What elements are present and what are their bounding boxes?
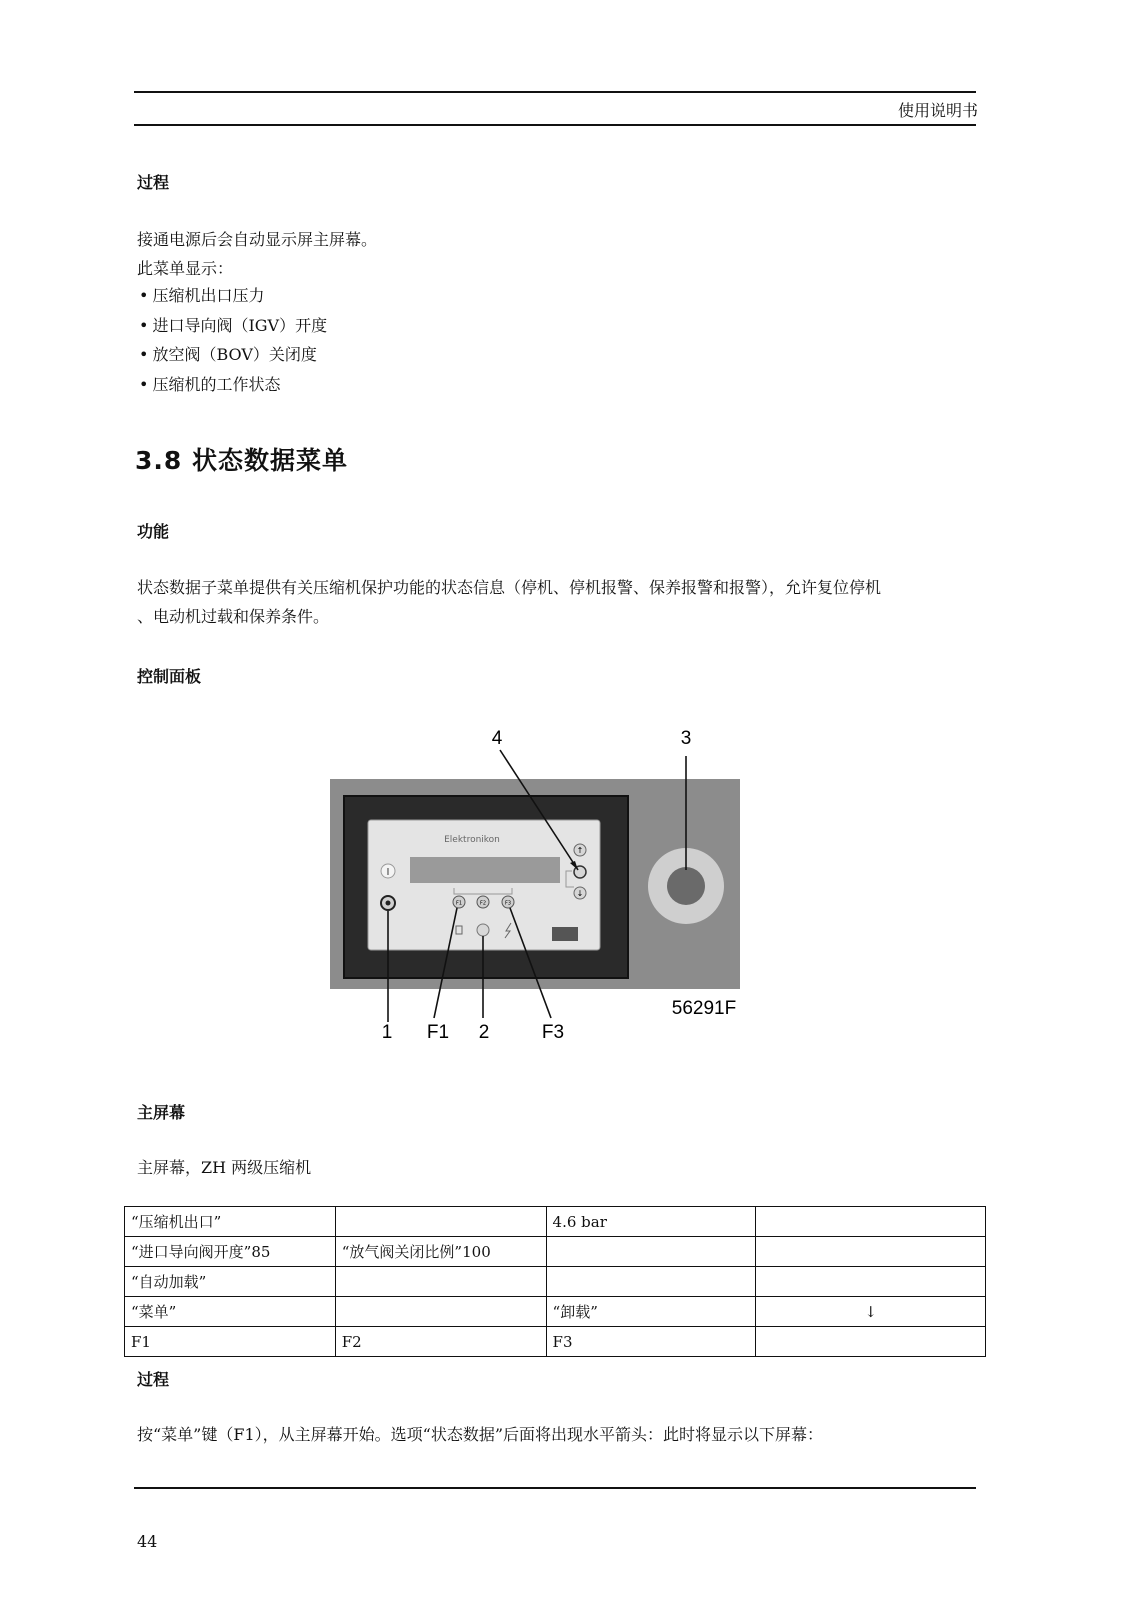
- header-top-rule: [134, 91, 976, 93]
- function-text: [137, 573, 881, 631]
- stop-button[interactable]: [477, 924, 489, 936]
- table-cell: “压缩机出口”: [125, 1207, 336, 1237]
- emergency-stop-button[interactable]: [667, 867, 705, 905]
- main-screen-table: [124, 1206, 986, 1357]
- table-cell: [335, 1297, 546, 1327]
- table-cell: [335, 1267, 546, 1297]
- section-title: 3.8 状态数据菜单: [135, 446, 348, 475]
- table-cell: F1: [125, 1327, 336, 1357]
- control-panel-heading: 控制面板: [137, 667, 202, 686]
- table-cell: “卸载”: [546, 1297, 756, 1327]
- function-line: 状态数据子菜单提供有关压缩机保护功能的状态信息（停机、停机报警、保养报警和报警），允许复位停机: [137, 578, 882, 597]
- arrow-down-icon: ↓: [576, 889, 584, 898]
- table-cell: [335, 1207, 546, 1237]
- process-line: 接通电源后会自动显示屏主屏幕。: [137, 230, 378, 249]
- f1-key-label: F1: [455, 900, 463, 907]
- callout-4: 4: [491, 728, 503, 749]
- callout-2: 2: [478, 1022, 490, 1043]
- table-cell: [756, 1327, 986, 1357]
- table-cell: [546, 1267, 756, 1297]
- arrow-up-icon: ↑: [576, 846, 584, 855]
- list-item: • 压缩机的工作状态: [139, 370, 327, 400]
- main-screen-caption: 主屏幕，ZH 两级压缩机: [137, 1158, 312, 1177]
- function-heading: 功能: [137, 522, 170, 541]
- process-heading-2: 过程: [137, 1370, 170, 1389]
- power-indicator-label: I: [386, 867, 390, 878]
- table-cell: “菜单”: [125, 1297, 336, 1327]
- table-cell: 4.6 bar: [546, 1207, 756, 1237]
- lcd-display: [410, 857, 560, 883]
- table-cell: “进口导向阀开度”85: [125, 1237, 336, 1267]
- page-number: 44: [137, 1532, 158, 1551]
- main-screen-heading: 主屏幕: [137, 1103, 186, 1122]
- table-cell: [756, 1267, 986, 1297]
- process-line: 此菜单显示：: [137, 259, 234, 278]
- down-arrow-cell: ↓: [756, 1297, 986, 1327]
- list-item: • 进口导向阀（IGV）开度: [139, 311, 327, 341]
- figure-code: 56291F: [671, 998, 737, 1019]
- header-bottom-rule: [134, 124, 976, 126]
- process-heading: 过程: [137, 173, 170, 192]
- table-row: [125, 1267, 986, 1297]
- brand-badge: [552, 927, 578, 941]
- callout-3: 3: [680, 728, 692, 749]
- table-row: [125, 1237, 986, 1267]
- f2-key-label: F2: [479, 900, 487, 907]
- f3-key-label: F3: [504, 900, 512, 907]
- list-item: • 放空阀（BOV）关闭度: [139, 340, 327, 370]
- control-panel-figure: [330, 722, 750, 1048]
- table-cell: F3: [546, 1327, 756, 1357]
- table-row: [125, 1327, 986, 1357]
- display-items-list: [139, 281, 327, 399]
- table-cell: “自动加载”: [125, 1267, 336, 1297]
- function-line: 、电动机过载和保养条件。: [137, 607, 330, 626]
- start-button-center: [386, 901, 391, 906]
- table-cell: “放气阀关闭比例”100: [335, 1237, 546, 1267]
- table-cell: F2: [335, 1327, 546, 1357]
- table-cell: [546, 1237, 756, 1267]
- callout-f3: F3: [541, 1022, 565, 1043]
- callout-1: 1: [381, 1022, 393, 1043]
- table-row: [125, 1297, 986, 1327]
- table-cell: [756, 1237, 986, 1267]
- footer-rule: [134, 1487, 976, 1489]
- header-title: 使用说明书: [897, 101, 978, 120]
- process-text: [137, 225, 377, 283]
- brand-label: Elektronikon: [444, 835, 500, 845]
- process-text-2: 按“菜单”键（F1），从主屏幕开始。选项“状态数据”后面将出现水平箭头：此时将显示以下屏幕：: [137, 1425, 824, 1444]
- table-cell: [756, 1207, 986, 1237]
- callout-f1: F1: [426, 1022, 450, 1043]
- list-item: • 压缩机出口压力: [139, 281, 327, 311]
- table-row: [125, 1207, 986, 1237]
